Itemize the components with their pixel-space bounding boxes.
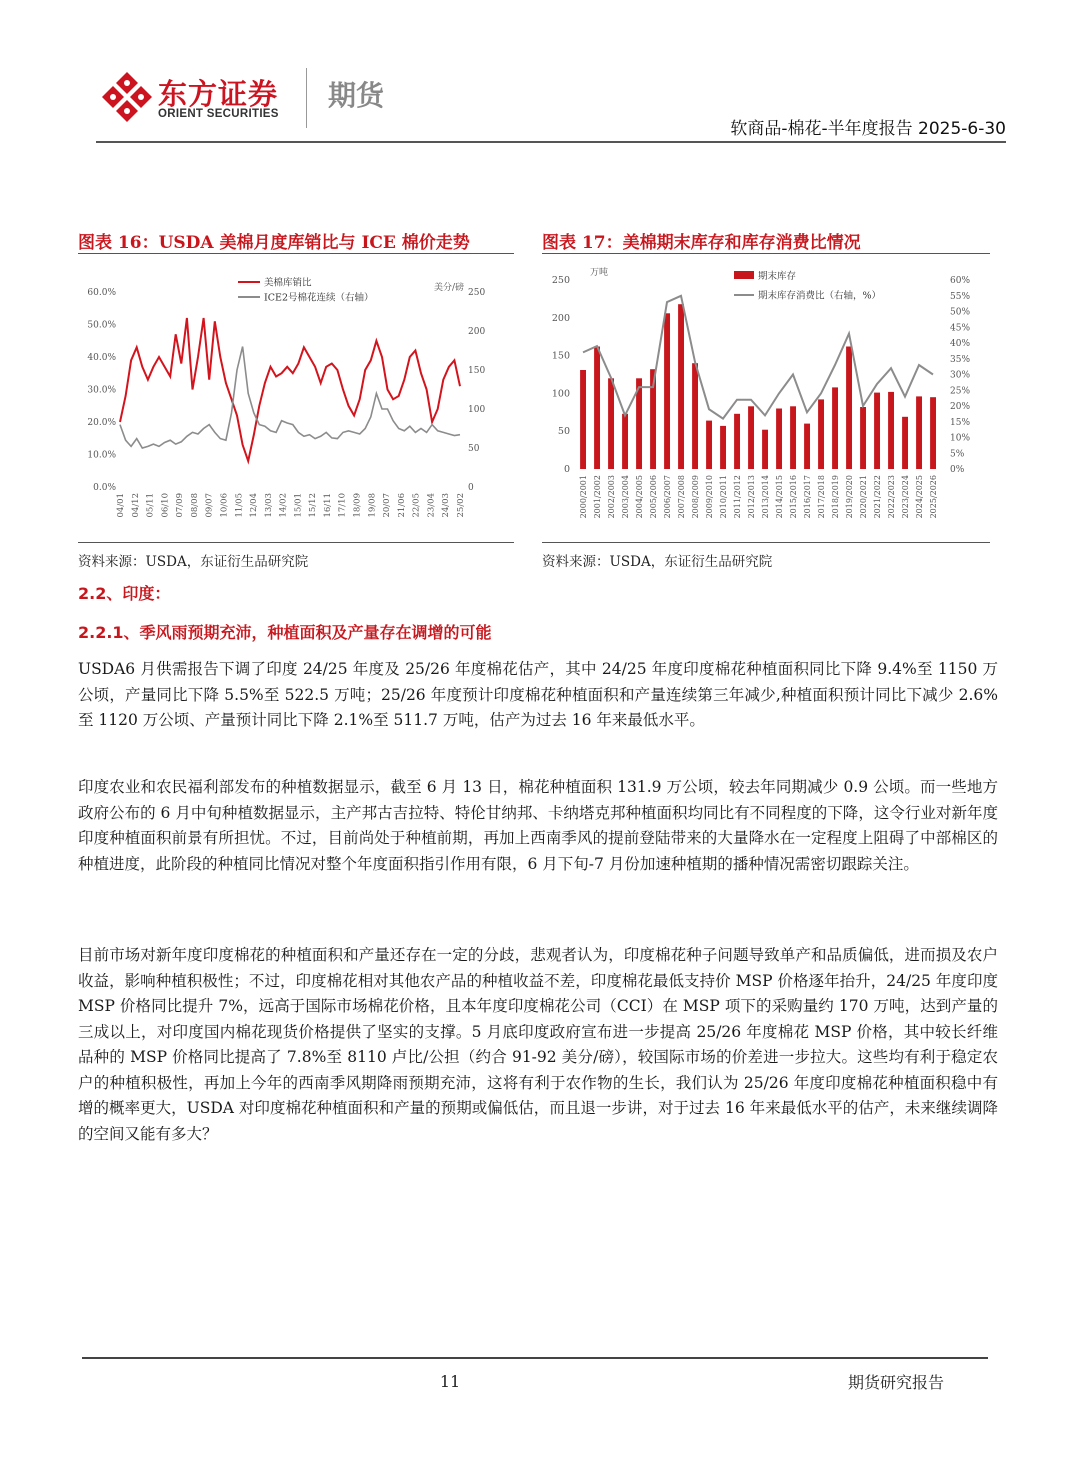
y-right-unit-label: 美分/磅 <box>433 283 464 293</box>
figure-17-bottom-rule <box>542 542 990 543</box>
footer-label: 期货研究报告 <box>848 1373 945 1392</box>
bar-ending-stocks <box>846 347 852 470</box>
bar-ending-stocks <box>776 409 782 470</box>
x-tick-label: 2016/2017 <box>803 475 812 519</box>
brand-name-cn: 东方证券 <box>158 77 279 111</box>
x-tick-label: 21/06 <box>396 493 407 518</box>
y-right-tick-label: 15% <box>950 417 971 428</box>
y-right-tick-label: 100 <box>468 405 486 415</box>
x-tick-label: 2021/2022 <box>873 475 882 519</box>
y-right-tick-label: 55% <box>950 291 971 302</box>
x-tick-label: 07/09 <box>175 493 186 518</box>
y-right-tick-label: 20% <box>950 402 971 412</box>
figure-17-title: 图表 17：美棉期末库存和库存消费比情况 <box>542 233 861 253</box>
bar-ending-stocks <box>580 370 586 469</box>
x-tick-label: 2001/2002 <box>593 475 602 519</box>
figure-16-source: 资料来源：USDA，东证衍生品研究院 <box>78 554 309 570</box>
legend-label: 期末库存消费比（右轴，%） <box>758 290 882 302</box>
y-left-tick-label: 150 <box>551 350 570 362</box>
x-tick-label: 2024/2025 <box>915 475 924 519</box>
series-line-stock-consumption-ratio <box>583 296 933 419</box>
x-tick-label: 08/08 <box>189 493 200 518</box>
report-header <box>96 62 1006 140</box>
y-right-tick-label: 5% <box>950 449 965 460</box>
x-tick-label: 16/11 <box>322 493 333 518</box>
x-tick-label: 10/06 <box>219 493 230 518</box>
x-tick-label: 2014/2015 <box>775 475 784 519</box>
bar-ending-stocks <box>692 363 698 469</box>
y-left-tick-label: 200 <box>551 312 570 324</box>
y-right-tick-label: 50% <box>950 307 971 318</box>
bar-ending-stocks <box>748 406 754 469</box>
x-tick-label: 2003/2004 <box>621 475 630 519</box>
bar-ending-stocks <box>804 424 810 469</box>
figure-16-bottom-rule <box>78 542 514 543</box>
bar-ending-stocks <box>622 414 628 469</box>
x-tick-label: 2015/2016 <box>789 475 798 519</box>
y-left-tick-label: 60.0% <box>87 288 116 298</box>
figure-17-top-rule <box>542 253 990 254</box>
x-tick-label: 2022/2023 <box>887 475 896 519</box>
x-tick-label: 2007/2008 <box>677 475 686 519</box>
y-right-tick-label: 35% <box>950 354 971 365</box>
bar-ending-stocks <box>874 393 880 469</box>
x-tick-label: 25/02 <box>456 493 466 518</box>
legend-swatch <box>734 271 754 279</box>
y-left-tick-label: 20.0% <box>87 418 116 428</box>
y-left-tick-label: 50.0% <box>87 320 116 331</box>
figure-16-top-rule <box>78 253 514 254</box>
bar-ending-stocks <box>860 407 866 469</box>
bar-ending-stocks <box>818 399 824 469</box>
bar-ending-stocks <box>916 396 922 469</box>
page-number: 11 <box>439 1372 461 1391</box>
bar-ending-stocks <box>594 347 600 470</box>
x-tick-label: 17/10 <box>337 493 348 518</box>
x-tick-label: 04/01 <box>116 493 126 518</box>
y-left-tick-label: 250 <box>551 275 570 286</box>
y-right-tick-label: 40% <box>950 339 971 349</box>
y-right-tick-label: 250 <box>468 288 486 298</box>
y-right-tick-label: 25% <box>950 386 971 397</box>
x-tick-label: 2019/2020 <box>845 475 854 519</box>
bar-ending-stocks <box>902 417 908 469</box>
x-tick-label: 2005/2006 <box>649 475 658 519</box>
paragraph-2: 印度农业和农民福利部发布的种植数据显示，截至 6 月 13 日，棉花种植面积 131.9 万公顷，较去年同期减少 0.9 公顷。而一些地方政府公布的 6 月中旬种植数据显示，主产邦古吉拉特、特伦甘纳邦、卡纳塔克邦种植面积均同比有不同程度的下降，这令行业对新年度印度种植面积前景有所担忧。不过，目前尚处于种植前期，再加上西南季风的提前登陆带来的大量降水在一定程度上阻碍了中部棉区的种植进度，此阶段的种植同比情况对整个年度面积指引作用有限，6 月下旬-7 月份加速种植期的播种情况需密切跟踪关注。 <box>78 778 998 873</box>
figure-17-chart <box>542 262 990 538</box>
division-label: 期货 <box>328 79 385 112</box>
y-right-tick-label: 60% <box>950 276 971 286</box>
report-info: 软商品-棉花-半年度报告 2025-6-30 <box>730 119 1006 139</box>
bar-ending-stocks <box>930 397 936 469</box>
x-tick-label: 14/02 <box>278 493 289 518</box>
y-left-tick-label: 100 <box>551 388 570 400</box>
y-right-tick-label: 10% <box>950 433 971 444</box>
bar-ending-stocks <box>888 392 894 469</box>
x-tick-label: 05/11 <box>145 493 156 518</box>
paragraph-3: 目前市场对新年度印度棉花的种植面积和产量还存在一定的分歧，悲观者认为，印度棉花种子问题导致单产和品质偏低，进而损及农户收益，影响种植积极性；不过，印度棉花相对其他农产品的种植收益不差，印度棉花最低支持价 MSP 价格逐年抬升，24/25 年度印度 MSP 价格同比提升 7%，远高于国际市场棉花价格，且本年度印度棉花公司（CCI）在 MSP 项下的采购量约 170 万吨，达到产量的三成以上，对印度国内棉花现货价格提供了坚实的支撑。5 月底印度政府宣布进一步提高 25/26 年度棉花 MSP 价格，其中较长纤维品种的 MSP 价格同比提高了 7.8%至 8110 卢比/公担（约合 91-92 美分/磅），较国际市场的价差进一步拉大。这些均有利于稳定农户的种植积极性，再加上今年的西南季风期降雨预期充沛，这将有利于农作物的生长，我们认为 25/26 年度印度棉花种植面积稳中有增的概率更大，USDA 对印度棉花种植面积和产量的预期或偏低估，而且退一步讲，对于过去 16 年来最低水平的估产，未来继续调降的空间又能有多大？ <box>78 946 998 1143</box>
x-tick-label: 2013/2014 <box>761 475 770 519</box>
y-left-tick-label: 30.0% <box>87 385 116 396</box>
x-tick-label: 2020/2021 <box>859 475 868 519</box>
footer-rule <box>82 1357 988 1359</box>
x-tick-label: 04/12 <box>130 493 141 518</box>
x-tick-label: 19/08 <box>367 493 378 518</box>
y-left-tick-label: 40.0% <box>87 353 116 363</box>
x-tick-label: 2012/2013 <box>747 475 756 519</box>
y-left-tick-label: 0 <box>563 464 570 475</box>
legend-label: ICE2号棉花连续（右轴） <box>264 292 374 304</box>
legend-label: 美棉库销比 <box>264 277 312 289</box>
x-tick-label: 2011/2012 <box>733 475 742 519</box>
x-tick-label: 24/03 <box>441 493 452 518</box>
x-tick-label: 15/01 <box>293 493 304 518</box>
bar-ending-stocks <box>720 426 726 469</box>
x-tick-label: 22/05 <box>411 493 422 518</box>
x-tick-label: 15/12 <box>308 493 319 518</box>
brand-name-en: ORIENT SECURITIES <box>158 108 279 120</box>
bar-ending-stocks <box>790 406 796 469</box>
x-tick-label: 09/07 <box>204 493 215 518</box>
y-right-tick-label: 150 <box>468 366 486 376</box>
y-right-tick-label: 0% <box>950 465 965 475</box>
y-left-tick-label: 50 <box>557 426 570 438</box>
x-tick-label: 12/04 <box>249 493 260 518</box>
orient-securities-logo-icon <box>100 70 154 124</box>
header-rule <box>96 141 1006 143</box>
x-tick-label: 2023/2024 <box>901 475 910 519</box>
bar-ending-stocks <box>734 414 740 469</box>
series-line-stock-use-ratio <box>120 318 460 461</box>
x-tick-label: 11/05 <box>234 493 245 518</box>
bar-ending-stocks <box>706 421 712 469</box>
y-right-tick-label: 30% <box>950 370 971 381</box>
paragraph-1: USDA6 月供需报告下调了印度 24/25 年度及 25/26 年度棉花估产，其中 24/25 年度印度棉花种植面积同比下降 9.4%至 1150 万公顷，产量同比下降 5.5%至 522.5 万吨；25/26 年度预计印度棉花种植面积和产量连续第三年减少,种植面积预计同比下减少 2.6%至 1120 万公顷、产量预计同比下降 2.1%至 511.7 万吨，估产为过去 16 年来最低水平。 <box>78 660 998 729</box>
y-right-tick-label: 45% <box>950 323 971 334</box>
section-heading: 2.2、印度： <box>78 584 171 603</box>
bar-ending-stocks <box>664 313 670 469</box>
y-right-tick-label: 0 <box>468 483 474 493</box>
x-tick-label: 2002/2003 <box>607 475 616 519</box>
logo-divider <box>306 68 307 128</box>
y-left-tick-label: 0.0% <box>93 483 116 493</box>
x-tick-label: 06/10 <box>160 493 171 518</box>
y-left-unit-label: 万吨 <box>590 268 609 278</box>
subsection-heading: 2.2.1、季风雨预期充沛，种植面积及产量存在调增的可能 <box>78 623 492 642</box>
x-tick-label: 13/03 <box>263 493 274 518</box>
x-tick-label: 2025/2026 <box>929 475 938 519</box>
figure-17-source: 资料来源：USDA，东证衍生品研究院 <box>542 554 773 570</box>
figure-16-chart <box>78 262 514 538</box>
bar-ending-stocks <box>608 378 614 469</box>
bar-ending-stocks <box>678 304 684 469</box>
x-tick-label: 2010/2011 <box>719 475 728 519</box>
bar-ending-stocks <box>832 387 838 469</box>
x-tick-label: 18/09 <box>352 493 363 518</box>
x-tick-label: 2000/2001 <box>579 475 588 519</box>
x-tick-label: 20/07 <box>382 493 393 518</box>
x-tick-label: 23/04 <box>426 493 437 518</box>
x-tick-label: 2004/2005 <box>635 475 644 519</box>
y-right-tick-label: 50 <box>468 444 480 454</box>
x-tick-label: 2006/2007 <box>663 475 672 519</box>
legend-label: 期末库存 <box>758 271 797 282</box>
y-right-tick-label: 200 <box>468 327 486 337</box>
x-tick-label: 2017/2018 <box>817 475 826 519</box>
x-tick-label: 2018/2019 <box>831 475 840 519</box>
y-left-tick-label: 10.0% <box>87 450 116 461</box>
x-tick-label: 2008/2009 <box>691 475 700 519</box>
bar-ending-stocks <box>762 430 768 469</box>
x-tick-label: 2009/2010 <box>705 475 714 519</box>
figure-16-title: 图表 16：USDA 美棉月度库销比与 ICE 棉价走势 <box>78 233 470 253</box>
